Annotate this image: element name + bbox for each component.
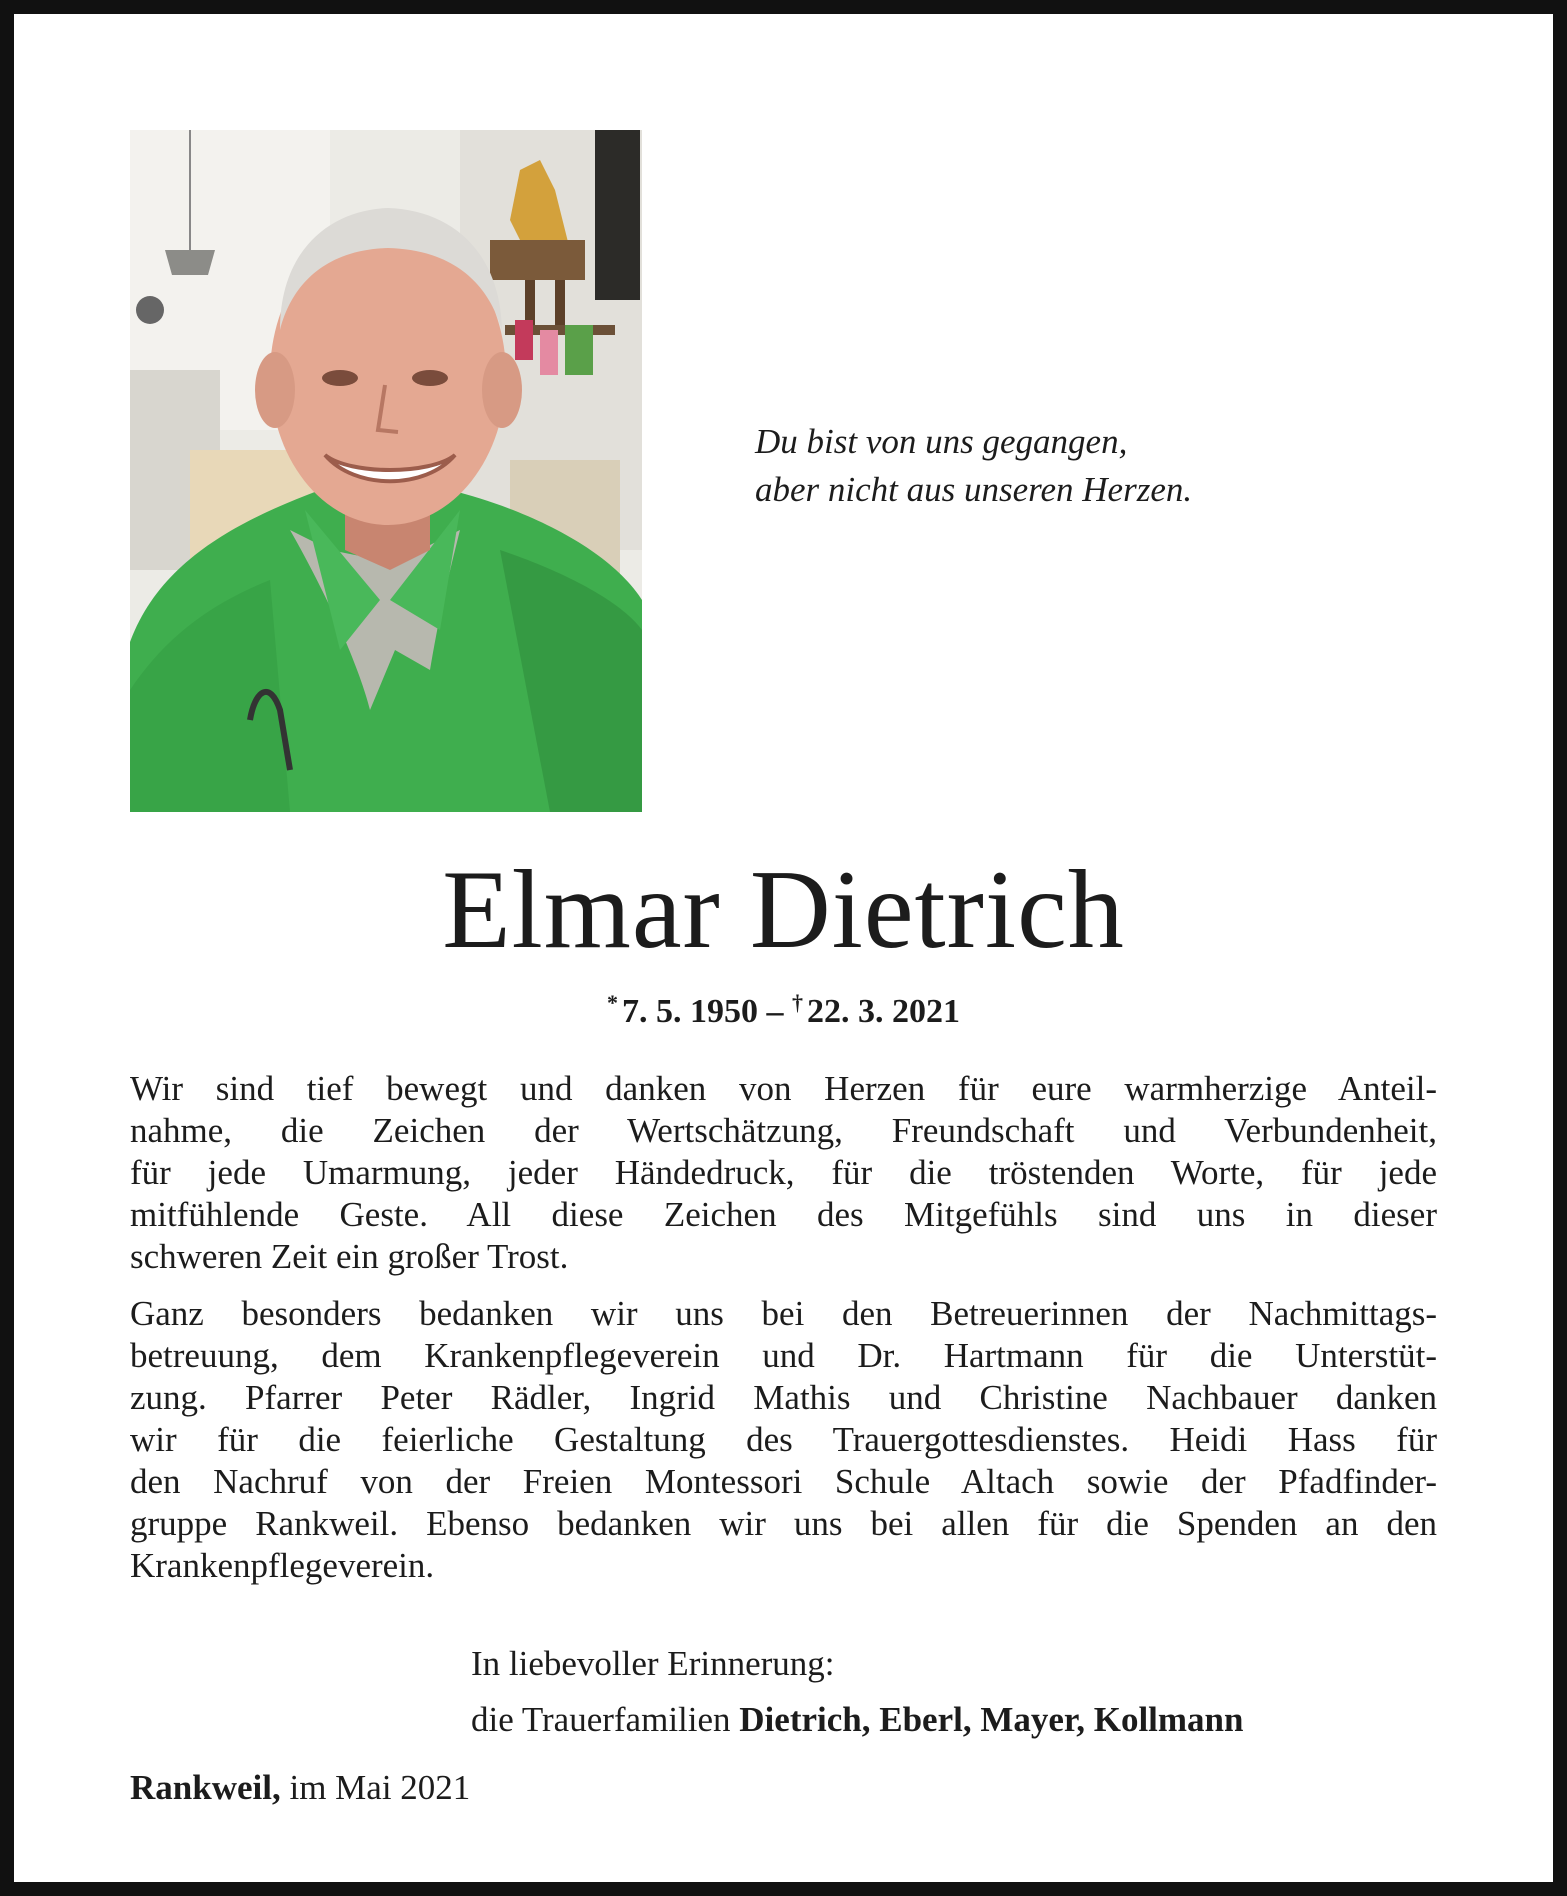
families-line (471, 1692, 1243, 1748)
birth-symbol: * (607, 990, 618, 1015)
photo-lamp (165, 250, 215, 275)
paragraph-line: schweren Zeit ein großer Trost. (130, 1237, 569, 1276)
death-date: 22. 3. 2021 (807, 993, 960, 1030)
deceased-name: Elmar Dietrich (442, 848, 1125, 972)
photo-blackboard (595, 130, 640, 300)
paragraph-line: nahme, die Zeichen der Wertschätzung, Freundschaft und Verbundenheit, (130, 1111, 1437, 1150)
quote-line-2: aber nicht aus unseren Herzen. (755, 470, 1193, 509)
quote-line-1: Du bist von uns gegangen, (755, 422, 1128, 461)
place-and-date (130, 1764, 470, 1812)
place-town: Rankweil, (130, 1768, 281, 1807)
families-prefix: die Trauerfamilien (471, 1700, 731, 1739)
closing-line: In liebevoller Erinnerung: (471, 1644, 835, 1683)
memorial-quote (755, 418, 1395, 514)
place-date: im Mai 2021 (289, 1768, 471, 1807)
paragraph-line: Ganz besonders bedanken wir uns bei den Betreuerinnen der Nachmittags- (130, 1294, 1437, 1333)
life-dates (0, 983, 1567, 1032)
birth-date: 7. 5. 1950 (622, 993, 758, 1030)
thanks-paragraph-2 (130, 1293, 1437, 1587)
paragraph-line: betreuung, dem Krankenpflegeverein und Dr. Hartmann für die Unterstüt- (130, 1336, 1437, 1375)
paragraph-line: gruppe Rankweil. Ebenso bedanken wir uns bei allen für die Spenden an den (130, 1504, 1437, 1543)
paragraph-line: wir für die feierliche Gestaltung des Trauergottesdienstes. Heidi Hass für (130, 1420, 1437, 1459)
paragraph-line: zung. Pfarrer Peter Rädler, Ingrid Mathis und Christine Nachbauer danken (130, 1378, 1437, 1417)
paragraph-line: für jede Umarmung, jeder Händedruck, für die tröstenden Worte, für jede (130, 1153, 1437, 1192)
thanks-paragraph-1 (130, 1068, 1437, 1278)
portrait-photo (130, 130, 642, 812)
date-separator: – (766, 993, 784, 1030)
closing-signature (471, 1636, 1243, 1748)
death-symbol: † (792, 990, 803, 1015)
family-names: Dietrich, Eberl, Mayer, Kollmann (739, 1700, 1244, 1739)
paragraph-line: Wir sind tief bewegt und danken von Herzen für eure warmherzige Anteil- (130, 1069, 1437, 1108)
paragraph-line: Krankenpflegeverein. (130, 1546, 435, 1585)
paragraph-line: den Nachruf von der Freien Montessori Schule Altach sowie der Pfadfinder- (130, 1462, 1437, 1501)
paragraph-line: mitfühlende Geste. All diese Zeichen des Mitgefühls sind uns in dieser (130, 1195, 1437, 1234)
